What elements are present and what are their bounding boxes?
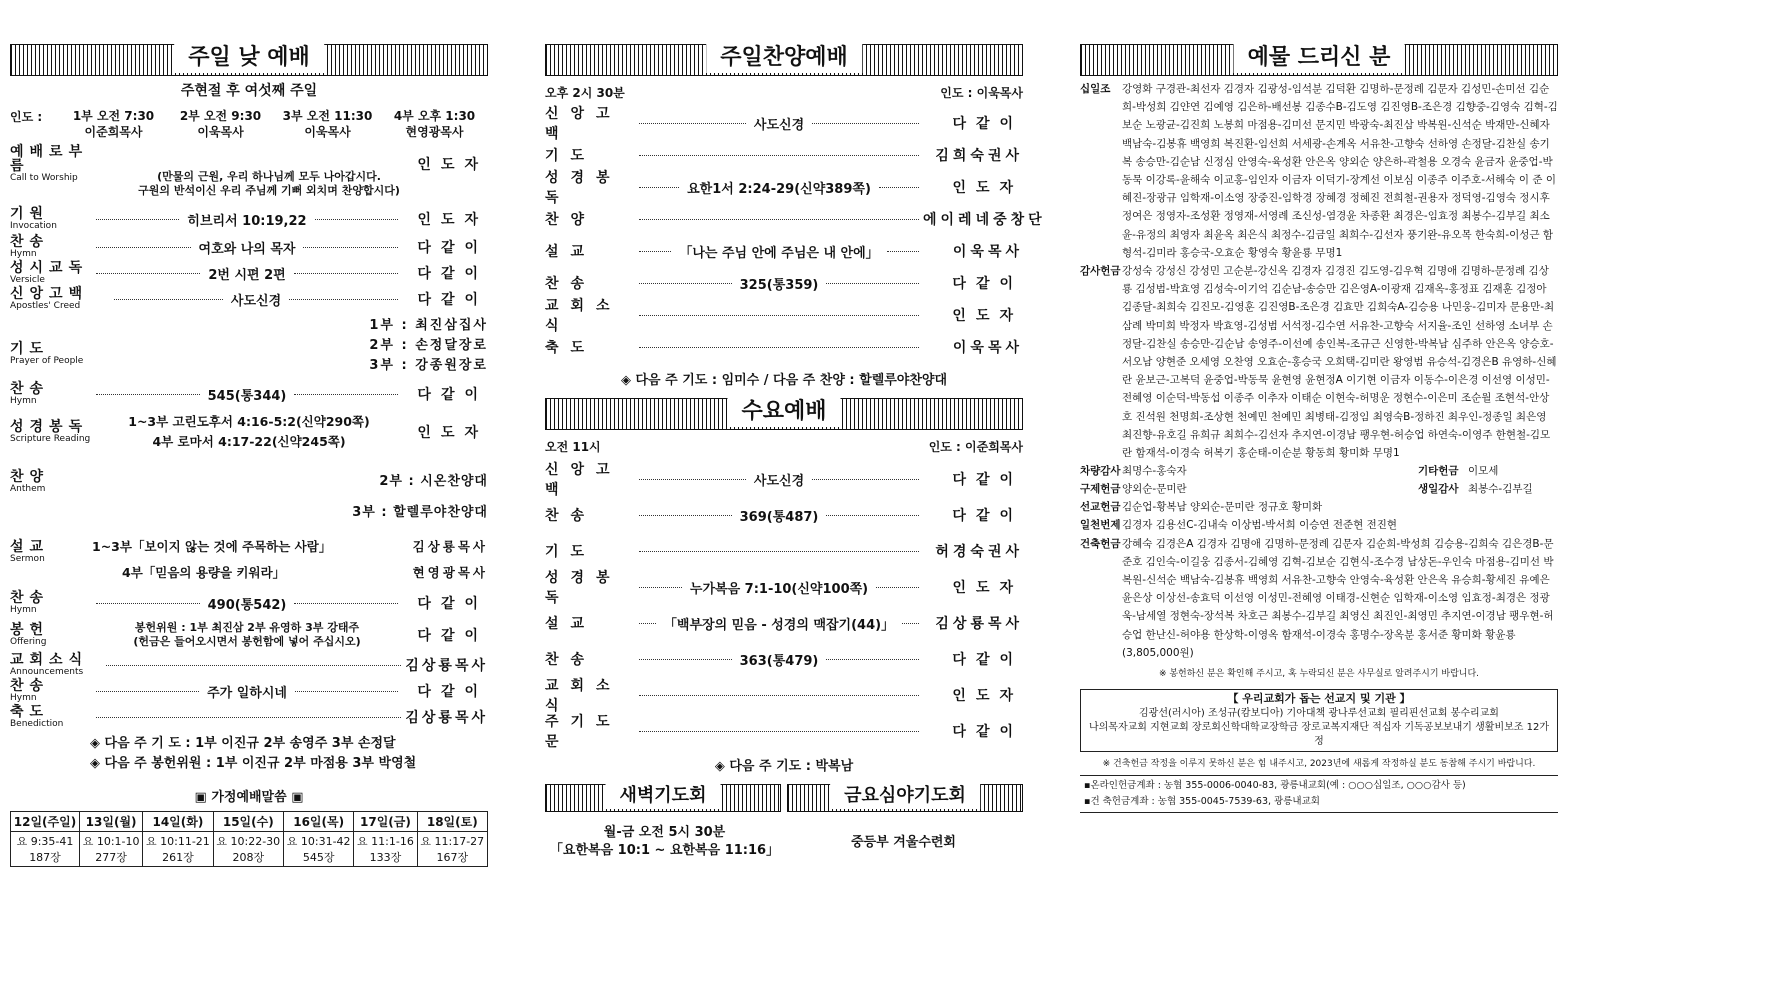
order-announcements: 교회소식 Announcements 김상룡목사 bbox=[10, 651, 488, 677]
praise-order-content: 사도신경 bbox=[753, 117, 805, 133]
lead-label: 인도 : bbox=[10, 110, 43, 124]
wednesday-order-item bbox=[545, 605, 1023, 641]
service-4: 4부 오후 1:30 현영광목사 bbox=[393, 109, 476, 139]
wednesday-order-label: 찬송 bbox=[545, 508, 597, 524]
prayer-meetings-info bbox=[545, 824, 1023, 860]
order-benediction: 축도 Benediction 김상룡목사 bbox=[10, 703, 488, 729]
praise-order-leader: 다같이 bbox=[952, 116, 1024, 132]
order-hymn-1: 찬송 Hymn 여호와 나의 목자 다같이 bbox=[10, 233, 488, 259]
table-row: 요 9:35-41 187장 요 10:1-10 277장 요 10:11-21 261장 요 10:22-30 208장 요 10:31-42 545장 요 11:1-16 133장 요 11:17-27 167장 bbox=[11, 832, 488, 867]
praise-order-item bbox=[545, 298, 1023, 334]
praise-order-leader: 인도자 bbox=[952, 180, 1024, 196]
wednesday-order-leader: 인도자 bbox=[952, 580, 1024, 596]
service-1: 1부 오전 7:30 이준희목사 bbox=[72, 109, 155, 139]
call-note: (만물의 근원, 우리 하나님께 모두 나아갑시다. 구원의 반석이신 우리 주님께 기뻐 외치며 찬양합시다) bbox=[138, 170, 400, 197]
service-3: 3부 오전 11:30 이욱목사 bbox=[282, 109, 373, 139]
wednesday-order-leader: 다같이 bbox=[952, 724, 1023, 740]
prayer-meetings-headers bbox=[545, 784, 1023, 816]
order-offering: 봉헌 Offering 봉헌위원 : 1부 최진삼 2부 유영하 3부 강태주 (헌금은 들어오시면서 봉헌함에 넣어 주십시오) 다같이 bbox=[10, 621, 488, 648]
thousand-list: 일천번제 김경자 김용선C-김내숙 이상범-박서희 이승연 전준현 전진현 bbox=[1080, 519, 1398, 532]
order-anthem: 찬양 Anthem 2부 : 시온찬양대 3부 : 할렐루야찬양대 bbox=[10, 469, 488, 520]
praise-order-label: 설교 bbox=[545, 244, 597, 260]
praise-order-content: 요한1서 2:24-29(신약389쪽) bbox=[687, 181, 871, 197]
praise-order-label: 기도 bbox=[545, 148, 597, 164]
wednesday-order-item bbox=[545, 533, 1023, 569]
friday-prayer-info: 중등부 겨울수련회 bbox=[851, 835, 956, 850]
sunday-worship-column bbox=[10, 44, 488, 867]
praise-worship-header bbox=[545, 44, 1023, 76]
praise-order-leader: 김희숙권사 bbox=[935, 148, 1023, 164]
order-prayer: 기도 Prayer of People 1부 : 최진삼집사 2부 : 손정달장로 3부 : 강종원장로 bbox=[10, 318, 488, 373]
wednesday-order-item bbox=[545, 461, 1023, 497]
order-sermon: 설교 Sermon 1~3부「보이지 않는 것에 주목하는 사람」 김상룡목사 4부「믿음의 용량을 키워라」 현영광목사 bbox=[10, 539, 488, 580]
wednesday-order-content: 누가복음 7:1-10(신약100쪽) bbox=[689, 581, 869, 597]
dawn-prayer-info: 월-금 오전 5시 30분 「요한복음 10:1 ~ 요한복음 11:16」 bbox=[549, 825, 780, 858]
table-row: 12일(주일) 13일(월) 14일(화) 15일(수) 16일(목) 17일(금) 18일(토) bbox=[11, 812, 488, 832]
service-times bbox=[10, 108, 488, 140]
wednesday-order-content: 369(통487) bbox=[739, 509, 819, 525]
wednesday-order-item bbox=[545, 569, 1023, 605]
order-hymn-3: 찬송 Hymn 490(통542) 다같이 bbox=[10, 589, 488, 615]
wednesday-order-content: 사도신경 bbox=[753, 473, 805, 489]
praise-order-item bbox=[545, 331, 1023, 363]
wednesday-order-leader: 인도자 bbox=[952, 688, 1023, 704]
wednesday-order-leader: 다같이 bbox=[952, 652, 1023, 668]
praise-order-list bbox=[545, 106, 1046, 363]
dawn-prayer-header: 새벽기도회 bbox=[545, 784, 781, 812]
order-versicle: 성시교독 Versicle 2번 시편 2편 다같이 bbox=[10, 259, 488, 285]
order-invocation: 기원 Invocation 히브리서 10:19,22 인도자 bbox=[10, 205, 489, 231]
praise-order-content: 325(통359) bbox=[739, 277, 819, 293]
order-hymn-2: 찬송 Hymn 545(통344) 다같이 bbox=[10, 380, 488, 406]
building-note: ※ 건축헌금 작정을 이루지 못하신 분은 힘 내주시고, 2023년에 새롭게 작정하실 분도 동참해 주시기 바랍니다. bbox=[1102, 759, 1536, 770]
account-info: ▪온라인헌금계좌 : 농협 355-0006-0040-83, 광릉내교회(예 : ○○○십일조, ○○○감사 등) ▪건 축헌금계좌 : 농협 355-0045-7539-63, 광릉내교회 bbox=[1080, 775, 1558, 813]
wednesday-order-item bbox=[545, 713, 1023, 749]
wednesday-order-label: 설교 bbox=[545, 616, 597, 632]
wednesday-order-label: 교회소식 bbox=[545, 678, 622, 714]
sunday-worship-header bbox=[10, 44, 488, 76]
mission-list: 선교헌금 김순업-황복남 양외순-문미란 정규호 황미화 bbox=[1080, 501, 1323, 514]
sunday-subtitle: 주현절 후 여섯째 주일 bbox=[180, 83, 318, 99]
service-2: 2부 오전 9:30 이욱목사 bbox=[179, 109, 262, 139]
car-other-row: 차량감사 최명수-홍숙자 기타헌금 이모세 bbox=[1080, 465, 1499, 478]
home-worship-section bbox=[10, 786, 488, 867]
praise-order-label: 성경봉독 bbox=[545, 170, 622, 206]
wednesday-order-content: 363(통479) bbox=[739, 653, 819, 669]
praise-next-note: ◈ 다음 주 기도 : 임미수 / 다음 주 찬양 : 할렐루야찬양대 bbox=[620, 373, 948, 388]
next-offering-note: ◈ 다음 주 봉헌위원 : 1부 이진규 2부 마점용 3부 박영철 bbox=[90, 756, 417, 771]
offerings-column bbox=[1080, 44, 1558, 813]
praise-order-leader: 다같이 bbox=[952, 276, 1023, 292]
sunday-worship-title: 주일 낮 예배 bbox=[174, 43, 324, 73]
wednesday-order-leader: 다같이 bbox=[952, 508, 1023, 524]
wednesday-order-label: 신앙고백 bbox=[545, 462, 622, 498]
wednesday-info: 오전 11시 인도 : 이준희목사 bbox=[545, 440, 1023, 454]
wednesday-order-leader: 허경숙권사 bbox=[935, 544, 1023, 560]
wednesday-order-item bbox=[545, 677, 1023, 713]
praise-order-item bbox=[545, 203, 1046, 235]
relief-bday-row: 구제헌금 양외순-문미란 생일감사 최봉수-김부길 bbox=[1080, 483, 1533, 496]
wednesday-order-item bbox=[545, 497, 1023, 533]
praise-order-label: 신앙고백 bbox=[545, 106, 622, 142]
wednesday-order-content: 「백부장의 믿음 - 성경의 맥잡기(44)」 bbox=[663, 617, 895, 633]
wednesday-order-label: 주기도문 bbox=[545, 714, 622, 750]
wednesday-order-leader: 김상룡목사 bbox=[935, 616, 1024, 632]
praise-order-item bbox=[545, 106, 1024, 142]
offerings-title: 예물 드리신 분 bbox=[1234, 43, 1405, 73]
friday-prayer-header: 금요심야기도회 bbox=[787, 784, 1023, 812]
praise-order-item bbox=[545, 170, 1024, 206]
order-hymn-4: 찬송 Hymn 주가 일하시네 다같이 bbox=[10, 677, 488, 703]
praise-order-label: 교회소식 bbox=[545, 298, 622, 334]
praise-order-leader: 이욱목사 bbox=[952, 340, 1023, 356]
wednesday-order-label: 찬송 bbox=[545, 652, 597, 668]
wednesday-header bbox=[545, 398, 1023, 430]
wednesday-order-leader: 다같이 bbox=[952, 472, 1024, 488]
praise-order-label: 축도 bbox=[545, 340, 597, 356]
praise-order-label: 찬송 bbox=[545, 276, 597, 292]
order-call-to-worship: 예배로부름 Call to Worship 인도자 bbox=[10, 143, 488, 183]
praise-worship-title: 주일찬양예배 bbox=[706, 43, 862, 73]
praise-worship-column bbox=[545, 44, 1046, 860]
wednesday-order-label: 기도 bbox=[545, 544, 597, 560]
wednesday-order-label: 성경봉독 bbox=[545, 570, 622, 606]
praise-order-leader: 에이레네중창단 bbox=[923, 212, 1046, 228]
next-prayer-note: ◈ 다음 주 기 도 : 1부 이진규 2부 송영주 3부 손정달 bbox=[90, 736, 396, 751]
wednesday-order-item bbox=[545, 641, 1023, 677]
wednesday-order-list bbox=[545, 461, 1023, 749]
home-worship-table bbox=[10, 811, 488, 867]
wednesday-next-note: ◈ 다음 주 기도 : 박복남 bbox=[714, 759, 854, 774]
praise-info: 오후 2시 30분 인도 : 이욱목사 bbox=[545, 86, 1023, 100]
praise-order-content: 「나는 주님 안에 주님은 내 안에」 bbox=[679, 245, 879, 261]
offerings-header bbox=[1080, 44, 1558, 76]
praise-order-item bbox=[545, 235, 1023, 267]
wednesday-title: 수요예배 bbox=[727, 397, 840, 427]
tithe-list: 십일조 강영화 구경관-최선자 김경자 김광성-임석분 김덕환 김명하-문정례 김문자 김성민-손미선 김순희-박성희 김얀연 김예영 김은하-배선봉 김종수B-김도영 김진영B-조은경 김향중-김영숙 김혁-김보순 노광균-김진희 노봉희 마점용-김미선 문지민 박광숙-최진삼 박복원-신석순 박재만-신혜자 백남숙-김봉휴 백영희 복진환-임선희 서세광-손계옥 서유찬-고향숙 선하영 손정달-김찬실 송기복 송승만-김순남 신정심 안영숙-육성환 안은옥 양외순 양은하-곽철용 오경숙 윤금자 윤중업-박동묵 이강록-윤해숙 이교홍-임인자 이금자 이덕기-장계선 이보심 이종주 이주호-서해숙 이 준 이혜진-장광규 임학재-이소영 장중진-임학경 장혜경 정혜진 전희철-권용자 정덕영-김영숙 정시후 정여은 정영자-조성환 정영재-서영례 조신성-염경윤 차종환 최경은-임효정 최봉수-김부길 최소윤-유정의 최영자 최윤옥 최은식 최정수-김금일 최희수-김선자 풍기완-유오목 한숙희-이성근 함형석-김미라 홍승국-오효순 황영숙 황윤룡 무명1 bbox=[1080, 83, 1558, 259]
thanks-list: 감사헌금 강성숙 강성신 강성민 고순분-강신옥 김경자 김경진 김도영-김우혁 김명애 김명하-문정례 김상룡 김성범-박효영 김성숙-이기억 김순남-송승만 김은영A-이광재 김재옥-홍정표 김재훈 김정아 김종달-최희숙 김진모-김영훈 김진영B-조은경 김효만 김희숙A-김승용 나민웅-김미자 문용만-최삼례 박미희 박정자 박효영-김성범 서석정-김수연 서유찬-고향숙 서지율-조인 선하영 소녀부 손정달-김찬실 송승만-김순남 송영주-이선예 송인복-조규근 신영한-박복남 심주하 안은옥 양승호-서오남 양현준 오세영 오찬영 오효순-홍승국 오희택-김미란 왕영범 유승석-김경은B 유영하-신혜란 윤보근-고복덕 윤중업-박동묵 윤현영 윤현정A 이기현 이금자 이동수-이은경 이선영 이성민-전혜영 이순덕-박동섭 이종주 이추자 이태순 이현숙-허명운 정현수-이은미 조순월 조현석-안상호 진석원 천명희-조상현 천예민 천예민 최병태-김정임 최영숙B-정하진 최우인-정종일 최은영 최진향-유호길 유희규 최희수-김선자 추지연-이경남 팽우현-허승업 하연숙-이영주 한현철-김모란 함재석-이경숙 허복기 홍순태-이순분 황동희 황미화 무명1 bbox=[1080, 265, 1557, 460]
praise-order-leader: 이욱목사 bbox=[952, 244, 1024, 260]
offering-note: ※ 봉헌하신 분은 확인해 주시고, 혹 누락되신 분은 사무실로 알려주시기 바랍니다. bbox=[1158, 669, 1480, 680]
praise-order-leader: 인도자 bbox=[952, 308, 1023, 324]
home-worship-title: ▣ 가정예배말씀 ▣ bbox=[194, 790, 304, 805]
order-creed: 신앙고백 Apostles' Creed 사도신경 다같이 bbox=[10, 285, 489, 311]
mission-box: 【 우리교회가 돕는 선교지 및 기관 】 김광선(러시아) 조성규(캄보디아) 기아대책 광나루선교회 필리핀선교회 봉수리교회 나의목자교회 지현교회 장로회신학대학교장학금 장로교복지재단 적십자 기독공보보내기 생활비보조 12가정 bbox=[1080, 689, 1558, 752]
building-list: 건축헌금 강혜숙 김경은A 김경자 김명애 김명하-문정례 김문자 김순희-박성희 김승용-김희숙 김은경B-문준호 김인숙-이길웅 김종서-김혜영 김혁-김보순 김현식-조수경 남상돈-우인숙 마점용-김미선 박복원-신석순 백남숙-김봉휴 백영희 서유찬-고향숙 안영숙-육성환 안은옥 유승희-황세진 유예은 윤은상 이상선-송효덕 이선영 이성민-전혜영 이태경-신현순 임학재-이소영 임효정-최경은 정광욱-남세열 정현숙-장석복 차호근 최봉수-김부길 최영신 최진인-최영민 추지연-이경남 팽우현-허승업 한난신-허야용 한상학-이영옥 함재석-이경숙 홍명수-장옥분 홍서준 황미화 황윤룡 (3,805,000원) bbox=[1080, 537, 1554, 659]
praise-order-label: 찬양 bbox=[545, 212, 597, 228]
order-scripture: 성경봉독 Scripture Reading 1~3부 고린도후서 4:16-5:2(신약290쪽) 4부 로마서 4:17-22(신약245쪽) 인도자 bbox=[10, 414, 488, 449]
